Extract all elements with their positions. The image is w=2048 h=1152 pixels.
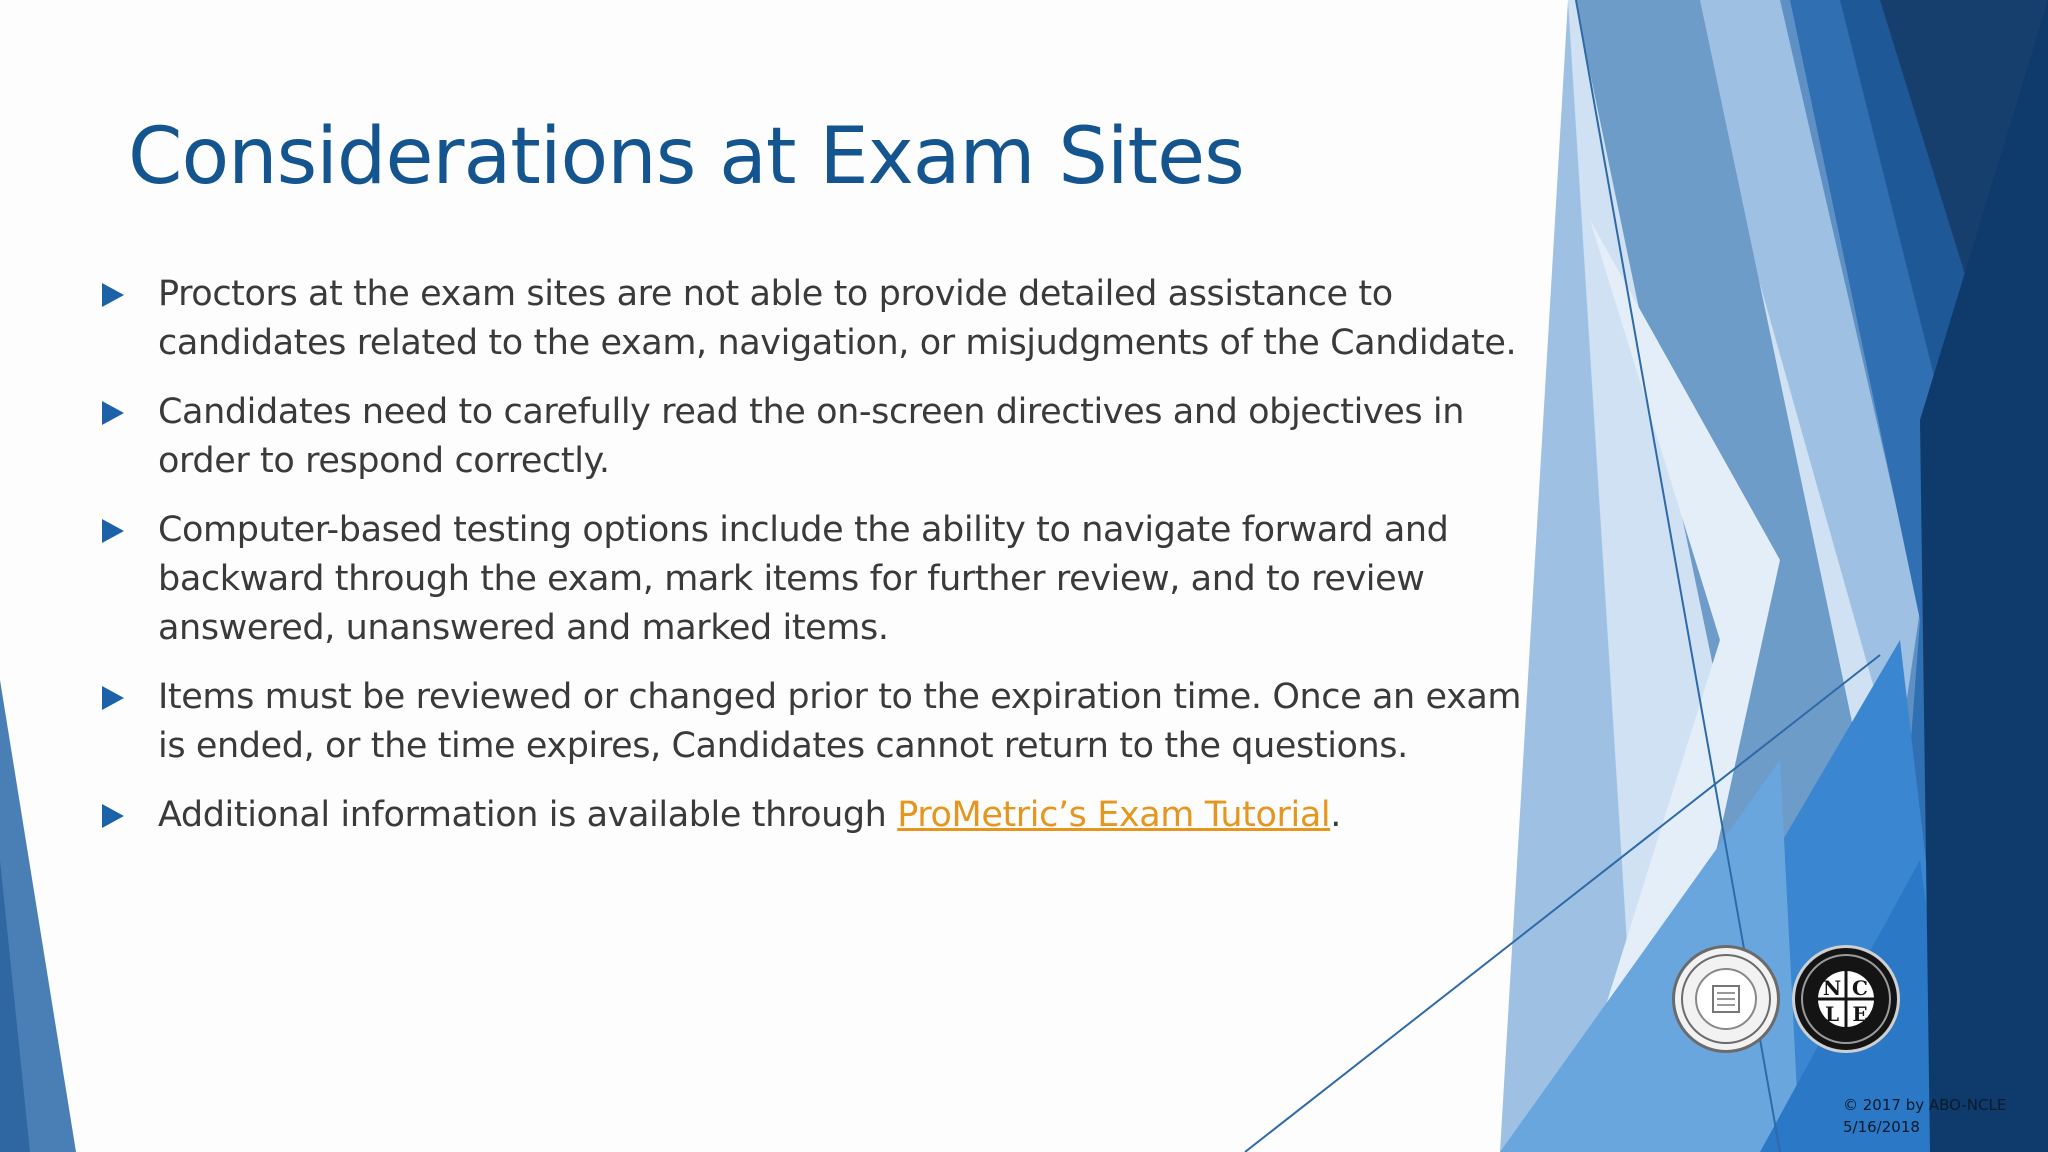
bullet-text-prefix: Additional information is available through [158,795,898,835]
svg-text:N: N [1822,976,1842,1000]
svg-text:C: C [1852,976,1868,1000]
bullet-arrow-icon [102,519,124,543]
bullet-arrow-icon [102,401,124,425]
bullet-text-suffix: . [1330,795,1341,835]
prometric-tutorial-link[interactable]: ProMetric’s Exam Tutorial [897,795,1331,835]
ncle-seal-logo [1792,945,1900,1053]
bullet-text: Candidates need to carefully read the on-screen directives and objectives in order to respond correctly. [158,392,1465,481]
abo-seal-logo [1672,945,1780,1053]
bullet-list [100,270,1540,860]
svg-text:L: L [1824,1002,1840,1026]
copyright-footer [1843,1094,2006,1138]
bullet-item [100,506,1540,653]
svg-text:E: E [1852,1002,1868,1026]
bullet-text: Items must be reviewed or changed prior to the expiration time. Once an exam is ended, or the time expires, Candidates cannot return to the questions. [158,677,1522,766]
bullet-arrow-icon [102,804,124,828]
bullet-item [100,388,1540,486]
bullet-arrow-icon [102,283,124,307]
slide-title: Considerations at Exam Sites [128,112,1244,202]
bullet-item [100,673,1540,771]
footer-date: 5/16/2018 [1843,1118,1920,1136]
bullet-text: Proctors at the exam sites are not able to provide detailed assistance to candidates related to the exam, navigation, or misjudgments of the Candidate. [158,274,1517,363]
bullet-arrow-icon [102,686,124,710]
copyright-text: © 2017 by ABO-NCLE [1843,1096,2007,1114]
bullet-item [100,791,1540,840]
bullet-item [100,270,1540,368]
bullet-text: Computer-based testing options include the ability to navigate forward and backward through the exam, mark items for further review, and to review answered, unanswered and marked items. [158,510,1449,648]
